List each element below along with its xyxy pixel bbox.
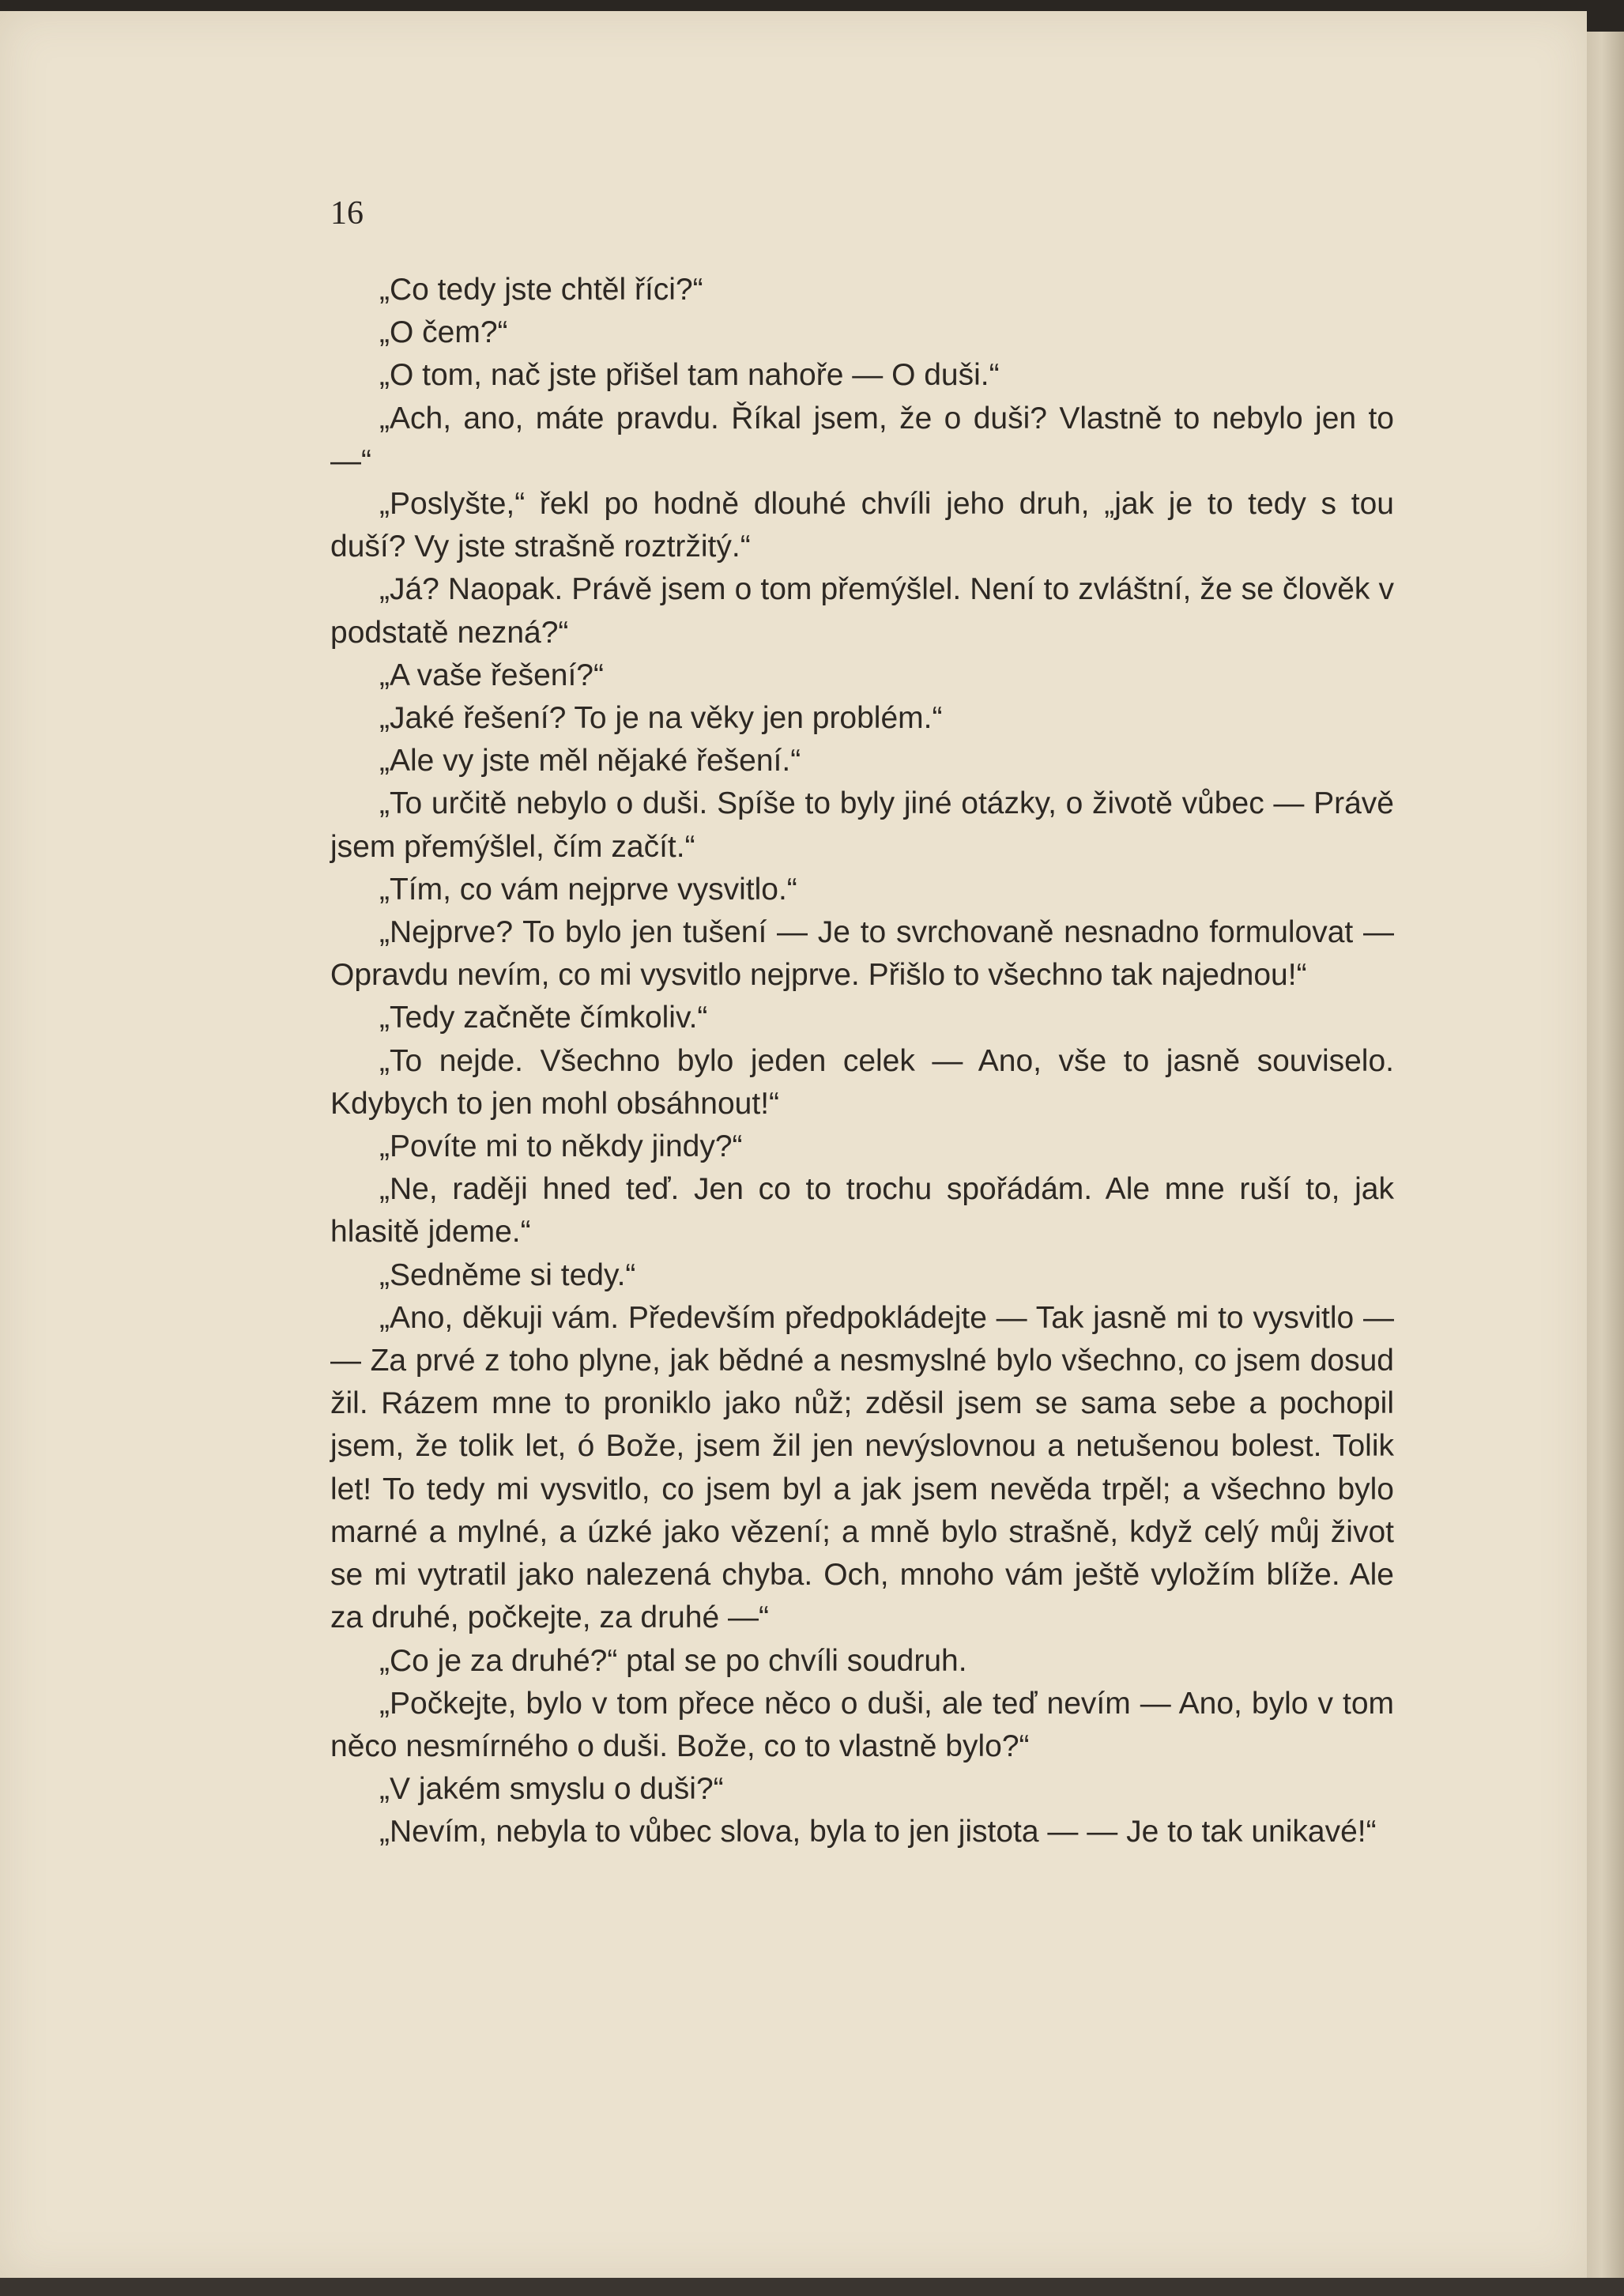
paragraph: „To určitě nebylo o duši. Spíše to byly jiné otázky, o životě vůbec — Právě jsem přemýšlel, čím začít.“	[330, 786, 1394, 864]
paragraph: „Já? Naopak. Právě jsem o tom přemýšlel. Není to zvláštní, že se člověk v podstatě nezná?“	[330, 572, 1394, 650]
paragraph: „Ne, raději hned teď. Jen co to trochu spořádám. Ale mne ruší to, jak hlasitě jdeme.“	[330, 1172, 1394, 1250]
body-text	[330, 269, 1394, 1854]
paragraph: „Nevím, nebyla to vůbec slova, byla to jen jistota — — Je to tak unikavé!“	[379, 1815, 1377, 1849]
paragraph: „O čem?“	[379, 315, 508, 350]
paragraph: „Nejprve? To bylo jen tušení — Je to svrchovaně nesnadno formulovat — Opravdu nevím, co mi vysvitlo nejprve. Přišlo to všechno tak najednou!“	[330, 915, 1394, 993]
paragraph: „Tím, co vám nejprve vysvitlo.“	[379, 872, 797, 907]
paragraph: „Co je za druhé?“ ptal se po chvíli soudruh.	[379, 1643, 967, 1678]
page-number: 16	[330, 195, 364, 232]
paragraph: „Co tedy jste chtěl říci?“	[379, 273, 703, 307]
paragraph: „A vaše řešení?“	[379, 658, 604, 692]
page-edge-right	[1587, 32, 1624, 2284]
paragraph: „Jaké řešení? To je na věky jen problém.“	[379, 701, 943, 736]
paragraph: „Ale vy jste měl nějaké řešení.“	[379, 744, 801, 779]
scan-border-bottom	[0, 2278, 1624, 2296]
paragraph: „Ach, ano, máte pravdu. Říkal jsem, že o duši? Vlastně to nebylo jen to —“	[330, 401, 1394, 478]
paragraph: „Poslyšte,“ řekl po hodně dlouhé chvíli jeho druh, „jak je to tedy s tou duší? Vy jste strašně roztržitý.“	[330, 487, 1394, 564]
paragraph: „Sedněme si tedy.“	[379, 1257, 636, 1292]
paragraph: „To nejde. Všechno bylo jeden celek — Ano, vše to jasně souviselo. Kdybych to jen mohl obsáhnout!“	[330, 1043, 1394, 1121]
paragraph: „Počkejte, bylo v tom přece něco o duši, ale teď nevím — Ano, bylo v tom něco nesmírného o duši. Bože, co to vlastně bylo?“	[330, 1686, 1394, 1763]
paragraph: „Ano, děkuji vám. Především předpokládejte — Tak jasně mi to vysvitlo — — Za prvé z toho plyne, jak bědné a nesmyslné bylo všechno, co jsem dosud žil. Rázem mne to proniklo jako nůž; zděsil jsem se sama sebe a pochopil jsem, že tolik let, ó Bože, jsem žil jen nevýslovnou a netušenou bolest. Tolik let! To tedy mi vysvitlo, co jsem byl a jak jsem nevěda trpěl; a všechno bylo marné a mylné, a úzké jako vězení; a mně bylo strašně, když celý můj život se mi vytratil jako nalezená chyba. Och, mnoho vám ještě vyložím blíže. Ale za druhé, počkejte, za druhé —“	[330, 1300, 1394, 1635]
paragraph: „Povíte mi to někdy jindy?“	[379, 1129, 743, 1164]
paragraph: „Tedy začněte čímkoliv.“	[379, 1001, 708, 1035]
paragraph: „V jakém smyslu o duši?“	[379, 1772, 724, 1807]
paragraph: „O tom, nač jste přišel tam nahoře — O duši.“	[379, 358, 1000, 393]
